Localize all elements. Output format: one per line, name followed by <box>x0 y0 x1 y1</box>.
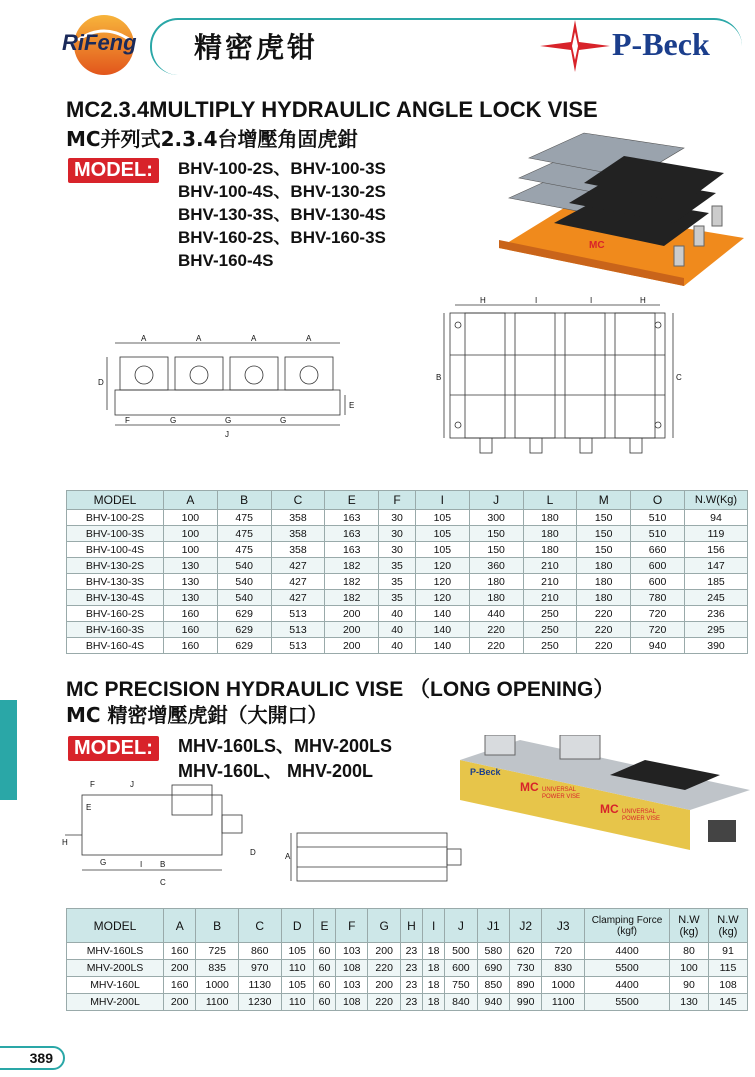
col-header: L <box>523 491 577 510</box>
value-cell: 180 <box>577 558 631 574</box>
value-cell: 120 <box>415 590 469 606</box>
value-cell: 245 <box>685 590 748 606</box>
value-cell: 220 <box>469 638 523 654</box>
value-cell: 358 <box>271 526 325 542</box>
svg-text:F: F <box>90 780 95 789</box>
value-cell: 720 <box>542 943 585 960</box>
product-line1: UNIVERSAL <box>622 809 657 815</box>
table-row <box>67 606 748 622</box>
svg-text:G: G <box>100 858 107 867</box>
value-cell: 145 <box>709 994 748 1011</box>
model-cell: BHV-130-3S <box>67 574 164 590</box>
svg-text:C: C <box>160 878 166 887</box>
value-cell: 40 <box>379 606 416 622</box>
value-cell: 5500 <box>585 994 670 1011</box>
svg-text:J: J <box>130 780 134 789</box>
value-cell: 690 <box>477 960 509 977</box>
value-cell: 730 <box>509 960 541 977</box>
value-cell: 200 <box>164 994 196 1011</box>
col-header: C <box>271 491 325 510</box>
table-row <box>67 994 748 1011</box>
model-line: MHV-160LS、MHV-200LS <box>178 736 393 756</box>
bhv-spec-table-body <box>67 510 748 654</box>
brand-right: P-Beck <box>612 26 710 62</box>
table-row <box>67 590 748 606</box>
model-cell: BHV-160-3S <box>67 622 164 638</box>
dim-a: A <box>196 335 202 343</box>
value-cell: 94 <box>685 510 748 526</box>
col-header: N.W (kg) <box>670 909 709 943</box>
value-cell: 180 <box>523 510 577 526</box>
model-cell: MHV-200L <box>67 994 164 1011</box>
value-cell: 540 <box>217 558 271 574</box>
value-cell: 18 <box>423 994 445 1011</box>
svg-text:H: H <box>62 838 68 847</box>
front-view-drawing <box>95 335 360 445</box>
model-cell: BHV-100-2S <box>67 510 164 526</box>
section1-model-list <box>178 157 386 272</box>
long-opening-vise-photo <box>460 735 750 860</box>
value-cell: 990 <box>509 994 541 1011</box>
col-header: H <box>400 909 422 943</box>
value-cell: 103 <box>336 943 368 960</box>
value-cell: 150 <box>469 542 523 558</box>
model-cell: BHV-100-4S <box>67 542 164 558</box>
col-header: N.W(Kg) <box>685 491 748 510</box>
value-cell: 1100 <box>542 994 585 1011</box>
value-cell: 115 <box>709 960 748 977</box>
value-cell: 60 <box>313 994 335 1011</box>
value-cell: 720 <box>631 606 685 622</box>
dim-h: H <box>480 296 486 305</box>
value-cell: 160 <box>164 638 218 654</box>
col-header: A <box>164 909 196 943</box>
value-cell: 23 <box>400 960 422 977</box>
col-header: G <box>368 909 400 943</box>
col-header: J3 <box>542 909 585 943</box>
value-cell: 105 <box>281 943 313 960</box>
value-cell: 840 <box>445 994 477 1011</box>
value-cell: 100 <box>670 960 709 977</box>
value-cell: 860 <box>238 943 281 960</box>
section2-title-cn: MC 精密增壓虎鉗（大開口） <box>66 703 328 727</box>
dim-g: G <box>170 416 177 425</box>
model-line: MHV-160L、 MHV-200L <box>178 761 374 781</box>
value-cell: 156 <box>685 542 748 558</box>
value-cell: 1100 <box>196 994 239 1011</box>
value-cell: 220 <box>577 606 631 622</box>
value-cell: 160 <box>164 977 196 994</box>
col-header: C <box>238 909 281 943</box>
model-line: BHV-130-3S、BHV-130-4S <box>178 205 386 224</box>
value-cell: 163 <box>325 542 379 558</box>
page-title: 精密虎钳 <box>194 31 319 64</box>
col-header: Clamping Force (kgf) <box>585 909 670 943</box>
value-cell: 220 <box>368 960 400 977</box>
section1-title-en: MC2.3.4MULTIPLY HYDRAULIC ANGLE LOCK VISE <box>66 97 598 122</box>
value-cell: 140 <box>415 622 469 638</box>
value-cell: 105 <box>415 510 469 526</box>
value-cell: 30 <box>379 542 416 558</box>
value-cell: 629 <box>217 606 271 622</box>
top-view-drawing <box>430 295 690 465</box>
value-cell: 150 <box>577 526 631 542</box>
svg-text:A: A <box>285 852 291 861</box>
table-row <box>67 638 748 654</box>
value-cell: 60 <box>313 960 335 977</box>
value-cell: 220 <box>577 622 631 638</box>
value-cell: 513 <box>271 638 325 654</box>
value-cell: 100 <box>164 542 218 558</box>
value-cell: 163 <box>325 510 379 526</box>
section1-model-badge: MODEL: <box>68 158 159 183</box>
value-cell: 18 <box>423 943 445 960</box>
value-cell: 185 <box>685 574 748 590</box>
value-cell: 150 <box>577 510 631 526</box>
value-cell: 105 <box>415 542 469 558</box>
value-cell: 940 <box>631 638 685 654</box>
value-cell: 150 <box>577 542 631 558</box>
value-cell: 629 <box>217 622 271 638</box>
value-cell: 130 <box>670 994 709 1011</box>
value-cell: 140 <box>415 606 469 622</box>
dim-d: D <box>98 378 104 387</box>
svg-text:MC: MC <box>589 240 605 251</box>
value-cell: 970 <box>238 960 281 977</box>
product-line2: POWER VISE <box>542 794 581 800</box>
product-line1: UNIVERSAL <box>542 787 577 793</box>
value-cell: 835 <box>196 960 239 977</box>
value-cell: 100 <box>164 510 218 526</box>
value-cell: 600 <box>445 960 477 977</box>
value-cell: 250 <box>523 606 577 622</box>
value-cell: 600 <box>631 574 685 590</box>
value-cell: 80 <box>670 943 709 960</box>
value-cell: 18 <box>423 977 445 994</box>
product-mc: MC <box>520 780 539 794</box>
value-cell: 120 <box>415 558 469 574</box>
col-header: N.W (kg) <box>709 909 748 943</box>
value-cell: 300 <box>469 510 523 526</box>
col-header: B <box>217 491 271 510</box>
model-cell: BHV-100-3S <box>67 526 164 542</box>
value-cell: 200 <box>325 622 379 638</box>
value-cell: 160 <box>164 943 196 960</box>
value-cell: 475 <box>217 526 271 542</box>
brand-left: RiFeng <box>62 30 137 55</box>
model-cell: MHV-160L <box>67 977 164 994</box>
value-cell: 119 <box>685 526 748 542</box>
value-cell: 510 <box>631 510 685 526</box>
value-cell: 600 <box>631 558 685 574</box>
table-row <box>67 510 748 526</box>
value-cell: 940 <box>477 994 509 1011</box>
dim-g: G <box>225 416 232 425</box>
dim-g: G <box>280 416 287 425</box>
value-cell: 108 <box>336 994 368 1011</box>
value-cell: 108 <box>336 960 368 977</box>
value-cell: 130 <box>164 590 218 606</box>
model-line: BHV-160-2S、BHV-160-3S <box>178 228 386 247</box>
value-cell: 390 <box>685 638 748 654</box>
value-cell: 440 <box>469 606 523 622</box>
value-cell: 105 <box>281 977 313 994</box>
value-cell: 500 <box>445 943 477 960</box>
table-row <box>67 542 748 558</box>
table-row <box>67 526 748 542</box>
value-cell: 540 <box>217 590 271 606</box>
value-cell: 250 <box>523 622 577 638</box>
value-cell: 60 <box>313 977 335 994</box>
value-cell: 30 <box>379 526 416 542</box>
value-cell: 236 <box>685 606 748 622</box>
col-header: O <box>631 491 685 510</box>
dim-a: A <box>306 335 312 343</box>
value-cell: 4400 <box>585 943 670 960</box>
value-cell: 180 <box>523 542 577 558</box>
model-cell: BHV-130-2S <box>67 558 164 574</box>
compass-star-icon <box>540 20 610 72</box>
value-cell: 358 <box>271 510 325 526</box>
model-cell: BHV-160-4S <box>67 638 164 654</box>
model-line: BHV-100-2S、BHV-100-3S <box>178 159 386 178</box>
col-header: I <box>423 909 445 943</box>
value-cell: 103 <box>336 977 368 994</box>
value-cell: 23 <box>400 943 422 960</box>
table-row <box>67 574 748 590</box>
value-cell: 1000 <box>542 977 585 994</box>
model-line: BHV-100-4S、BHV-130-2S <box>178 182 386 201</box>
value-cell: 130 <box>164 574 218 590</box>
value-cell: 660 <box>631 542 685 558</box>
value-cell: 210 <box>523 574 577 590</box>
angle-lock-vise-photo <box>494 118 746 288</box>
value-cell: 90 <box>670 977 709 994</box>
table-row <box>67 558 748 574</box>
value-cell: 147 <box>685 558 748 574</box>
col-header: J <box>469 491 523 510</box>
col-header: J <box>445 909 477 943</box>
dim-i: I <box>535 296 538 305</box>
value-cell: 35 <box>379 574 416 590</box>
col-header: B <box>196 909 239 943</box>
value-cell: 5500 <box>585 960 670 977</box>
value-cell: 830 <box>542 960 585 977</box>
model-cell: MHV-160LS <box>67 943 164 960</box>
model-line: BHV-160-4S <box>178 251 274 270</box>
col-header: E <box>313 909 335 943</box>
value-cell: 220 <box>368 994 400 1011</box>
value-cell: 210 <box>523 558 577 574</box>
col-header: J1 <box>477 909 509 943</box>
value-cell: 890 <box>509 977 541 994</box>
value-cell: 513 <box>271 606 325 622</box>
dim-i: I <box>590 296 593 305</box>
value-cell: 180 <box>523 526 577 542</box>
value-cell: 182 <box>325 590 379 606</box>
value-cell: 163 <box>325 526 379 542</box>
section2-model-badge: MODEL: <box>68 736 159 761</box>
dim-b: B <box>436 373 442 382</box>
value-cell: 295 <box>685 622 748 638</box>
value-cell: 100 <box>164 526 218 542</box>
value-cell: 220 <box>469 622 523 638</box>
value-cell: 725 <box>196 943 239 960</box>
value-cell: 40 <box>379 622 416 638</box>
value-cell: 475 <box>217 542 271 558</box>
plan-view-drawing <box>285 825 470 890</box>
model-cell: MHV-200LS <box>67 960 164 977</box>
value-cell: 110 <box>281 994 313 1011</box>
value-cell: 110 <box>281 960 313 977</box>
value-cell: 250 <box>523 638 577 654</box>
value-cell: 160 <box>164 606 218 622</box>
model-cell: BHV-160-2S <box>67 606 164 622</box>
section1-title-cn: MC并列式2.3.4台增壓角固虎鉗 <box>66 127 358 151</box>
dim-f: F <box>125 416 130 425</box>
value-cell: 750 <box>445 977 477 994</box>
value-cell: 200 <box>368 943 400 960</box>
col-header: F <box>336 909 368 943</box>
value-cell: 510 <box>631 526 685 542</box>
value-cell: 150 <box>469 526 523 542</box>
product-brand: P-Beck <box>470 767 501 777</box>
col-header: M <box>577 491 631 510</box>
section2-title-en: MC PRECISION HYDRAULIC VISE （LONG OPENING） <box>66 678 615 701</box>
mhv-spec-table <box>66 908 748 1011</box>
value-cell: 850 <box>477 977 509 994</box>
svg-text:I: I <box>140 860 143 869</box>
value-cell: 358 <box>271 542 325 558</box>
page-number: 389 <box>0 1046 65 1070</box>
value-cell: 360 <box>469 558 523 574</box>
product-line2: POWER VISE <box>622 816 661 822</box>
dim-a: A <box>141 335 147 343</box>
value-cell: 35 <box>379 590 416 606</box>
value-cell: 513 <box>271 622 325 638</box>
table-row <box>67 977 748 994</box>
value-cell: 1130 <box>238 977 281 994</box>
dim-e: E <box>349 401 355 410</box>
value-cell: 140 <box>415 638 469 654</box>
table-row <box>67 960 748 977</box>
col-header: E <box>325 491 379 510</box>
model-cell: BHV-130-4S <box>67 590 164 606</box>
dim-j: J <box>225 430 229 439</box>
value-cell: 540 <box>217 574 271 590</box>
value-cell: 130 <box>164 558 218 574</box>
dim-c: C <box>676 373 682 382</box>
value-cell: 620 <box>509 943 541 960</box>
value-cell: 1000 <box>196 977 239 994</box>
value-cell: 200 <box>325 606 379 622</box>
side-view-drawing <box>60 775 270 890</box>
col-header: MODEL <box>67 491 164 510</box>
value-cell: 180 <box>469 574 523 590</box>
col-header: D <box>281 909 313 943</box>
svg-text:B: B <box>160 860 166 869</box>
value-cell: 210 <box>523 590 577 606</box>
col-header: MODEL <box>67 909 164 943</box>
value-cell: 180 <box>469 590 523 606</box>
value-cell: 35 <box>379 558 416 574</box>
table-row <box>67 622 748 638</box>
svg-text:E: E <box>86 803 92 812</box>
value-cell: 720 <box>631 622 685 638</box>
value-cell: 120 <box>415 574 469 590</box>
value-cell: 108 <box>709 977 748 994</box>
value-cell: 182 <box>325 558 379 574</box>
value-cell: 180 <box>577 574 631 590</box>
value-cell: 475 <box>217 510 271 526</box>
value-cell: 427 <box>271 574 325 590</box>
col-header: F <box>379 491 416 510</box>
value-cell: 629 <box>217 638 271 654</box>
value-cell: 91 <box>709 943 748 960</box>
col-header: A <box>164 491 218 510</box>
side-tab <box>0 700 17 800</box>
value-cell: 427 <box>271 590 325 606</box>
value-cell: 200 <box>325 638 379 654</box>
value-cell: 220 <box>577 638 631 654</box>
col-header: I <box>415 491 469 510</box>
value-cell: 200 <box>368 977 400 994</box>
value-cell: 1230 <box>238 994 281 1011</box>
value-cell: 427 <box>271 558 325 574</box>
value-cell: 30 <box>379 510 416 526</box>
value-cell: 182 <box>325 574 379 590</box>
mhv-spec-table-body <box>67 943 748 1011</box>
value-cell: 200 <box>164 960 196 977</box>
value-cell: 40 <box>379 638 416 654</box>
value-cell: 580 <box>477 943 509 960</box>
value-cell: 105 <box>415 526 469 542</box>
value-cell: 18 <box>423 960 445 977</box>
value-cell: 780 <box>631 590 685 606</box>
bhv-spec-table <box>66 490 748 654</box>
dim-a: A <box>251 335 257 343</box>
value-cell: 23 <box>400 977 422 994</box>
dim-h: H <box>640 296 646 305</box>
value-cell: 23 <box>400 994 422 1011</box>
svg-text:D: D <box>250 848 256 857</box>
product-mc: MC <box>600 802 619 816</box>
value-cell: 160 <box>164 622 218 638</box>
value-cell: 180 <box>577 590 631 606</box>
value-cell: 4400 <box>585 977 670 994</box>
table-row <box>67 943 748 960</box>
col-header: J2 <box>509 909 541 943</box>
value-cell: 60 <box>313 943 335 960</box>
